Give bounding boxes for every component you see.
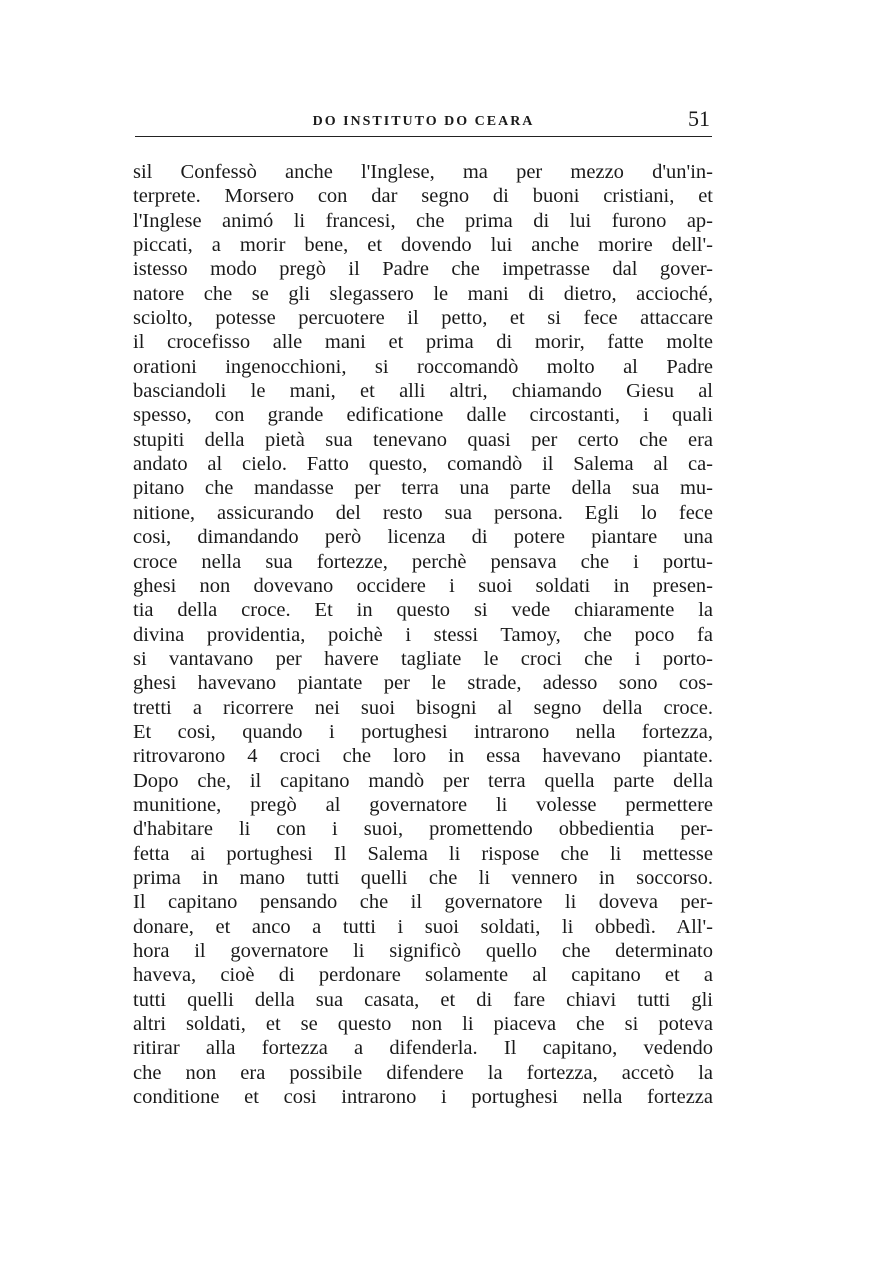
text-line: divina providentia, poichè i stessi Tamoy, che poco fa <box>133 623 713 646</box>
text-line: l'Inglese animó li francesi, che prima di lui furono ap- <box>133 209 713 232</box>
body-text <box>133 160 713 1109</box>
page-number: 51 <box>688 106 710 131</box>
text-line: conditione et cosi intrarono i portughesi nella fortezza <box>133 1086 713 1109</box>
text-line: nitione, assicurando del resto sua persona. Egli lo fece <box>133 501 713 524</box>
text-line: che non era possibile difendere la fortezza, accetò la <box>133 1061 713 1084</box>
text-line: hora il governatore li significò quello che determinato <box>133 940 713 962</box>
text-line: prima in mano tutti quelli che li vennero in soccorso. <box>133 866 713 889</box>
text-line: fetta ai portughesi Il Salema li rispose che li mettesse <box>133 842 713 865</box>
text-line: altri soldati, et se questo non li piaceva che si poteva <box>133 1013 713 1036</box>
text-line: d'habitare li con i suoi, promettendo obbedientia per- <box>133 818 713 841</box>
text-line: sil Confessò anche l'Inglese, ma per mezzo d'un'in- <box>133 161 713 183</box>
text-line: istesso modo pregò il Padre che impetrasse dal gover- <box>133 258 713 281</box>
text-line: tia della croce. Et in questo si vede chiaramente la <box>133 599 713 622</box>
text-line: ghesi non dovevano occidere i suoi soldati in presen- <box>133 574 713 597</box>
text-line: munitione, pregò al governatore li volesse permettere <box>133 793 713 816</box>
text-line: terprete. Morsero con dar segno di buoni cristiani, et <box>133 185 713 208</box>
text-line: andato al cielo. Fatto questo, comandò il Salema al ca- <box>133 453 713 476</box>
text-line: cosi, dimandando però licenza di potere piantare una <box>133 526 713 549</box>
text-line: pitano che mandasse per terra una parte della sua mu- <box>133 477 713 500</box>
text-line: si vantavano per havere tagliate le croci che i porto- <box>133 647 713 670</box>
text-line: natore che se gli slegassero le mani di dietro, accioché, <box>133 282 713 305</box>
text-line: tutti quelli della sua casata, et di fare chiavi tutti gli <box>133 988 713 1011</box>
text-line: basciandoli le mani, et alli altri, chiamando Giesu al <box>133 380 713 403</box>
text-line: ritrovarono 4 croci che loro in essa havevano piantate. <box>133 745 713 768</box>
text-line: ritirar alla fortezza a difenderla. Il capitano, vedendo <box>133 1037 713 1060</box>
running-title: DO INSTITUTO DO CEARA <box>312 114 535 129</box>
text-line: sciolto, potesse percuotere il petto, et si fece attaccare <box>133 307 713 330</box>
text-line: croce nella sua fortezze, perchè pensava che i portu- <box>133 550 713 573</box>
text-line: orationi ingenocchioni, si roccomandò molto al Padre <box>133 355 713 378</box>
text-line: piccati, a morir bene, et dovendo lui anche morire dell'- <box>133 234 713 257</box>
text-line: tretti a ricorrere nei suoi bisogni al segno della croce. <box>133 696 713 719</box>
text-line: stupiti della pietà sua tenevano quasi per certo che era <box>133 428 713 451</box>
header-rule <box>135 136 712 137</box>
text-line: donare, et anco a tutti i suoi soldati, li obbedì. All'- <box>133 915 713 938</box>
text-line: Dopo che, il capitano mandò per terra quella parte della <box>133 769 713 792</box>
text-line: il crocefisso alle mani et prima di morir, fatte molte <box>133 331 713 354</box>
text-line: Et cosi, quando i portughesi intrarono nella fortezza, <box>133 720 713 743</box>
text-line: Il capitano pensando che il governatore li doveva per- <box>133 891 713 914</box>
running-header <box>135 106 712 136</box>
text-line: haveva, cioè di perdonare solamente al capitano et a <box>133 964 713 987</box>
text-line: ghesi havevano piantate per le strade, adesso sono cos- <box>133 672 713 695</box>
text-line: spesso, con grande edificatione dalle circostanti, i quali <box>133 404 713 427</box>
